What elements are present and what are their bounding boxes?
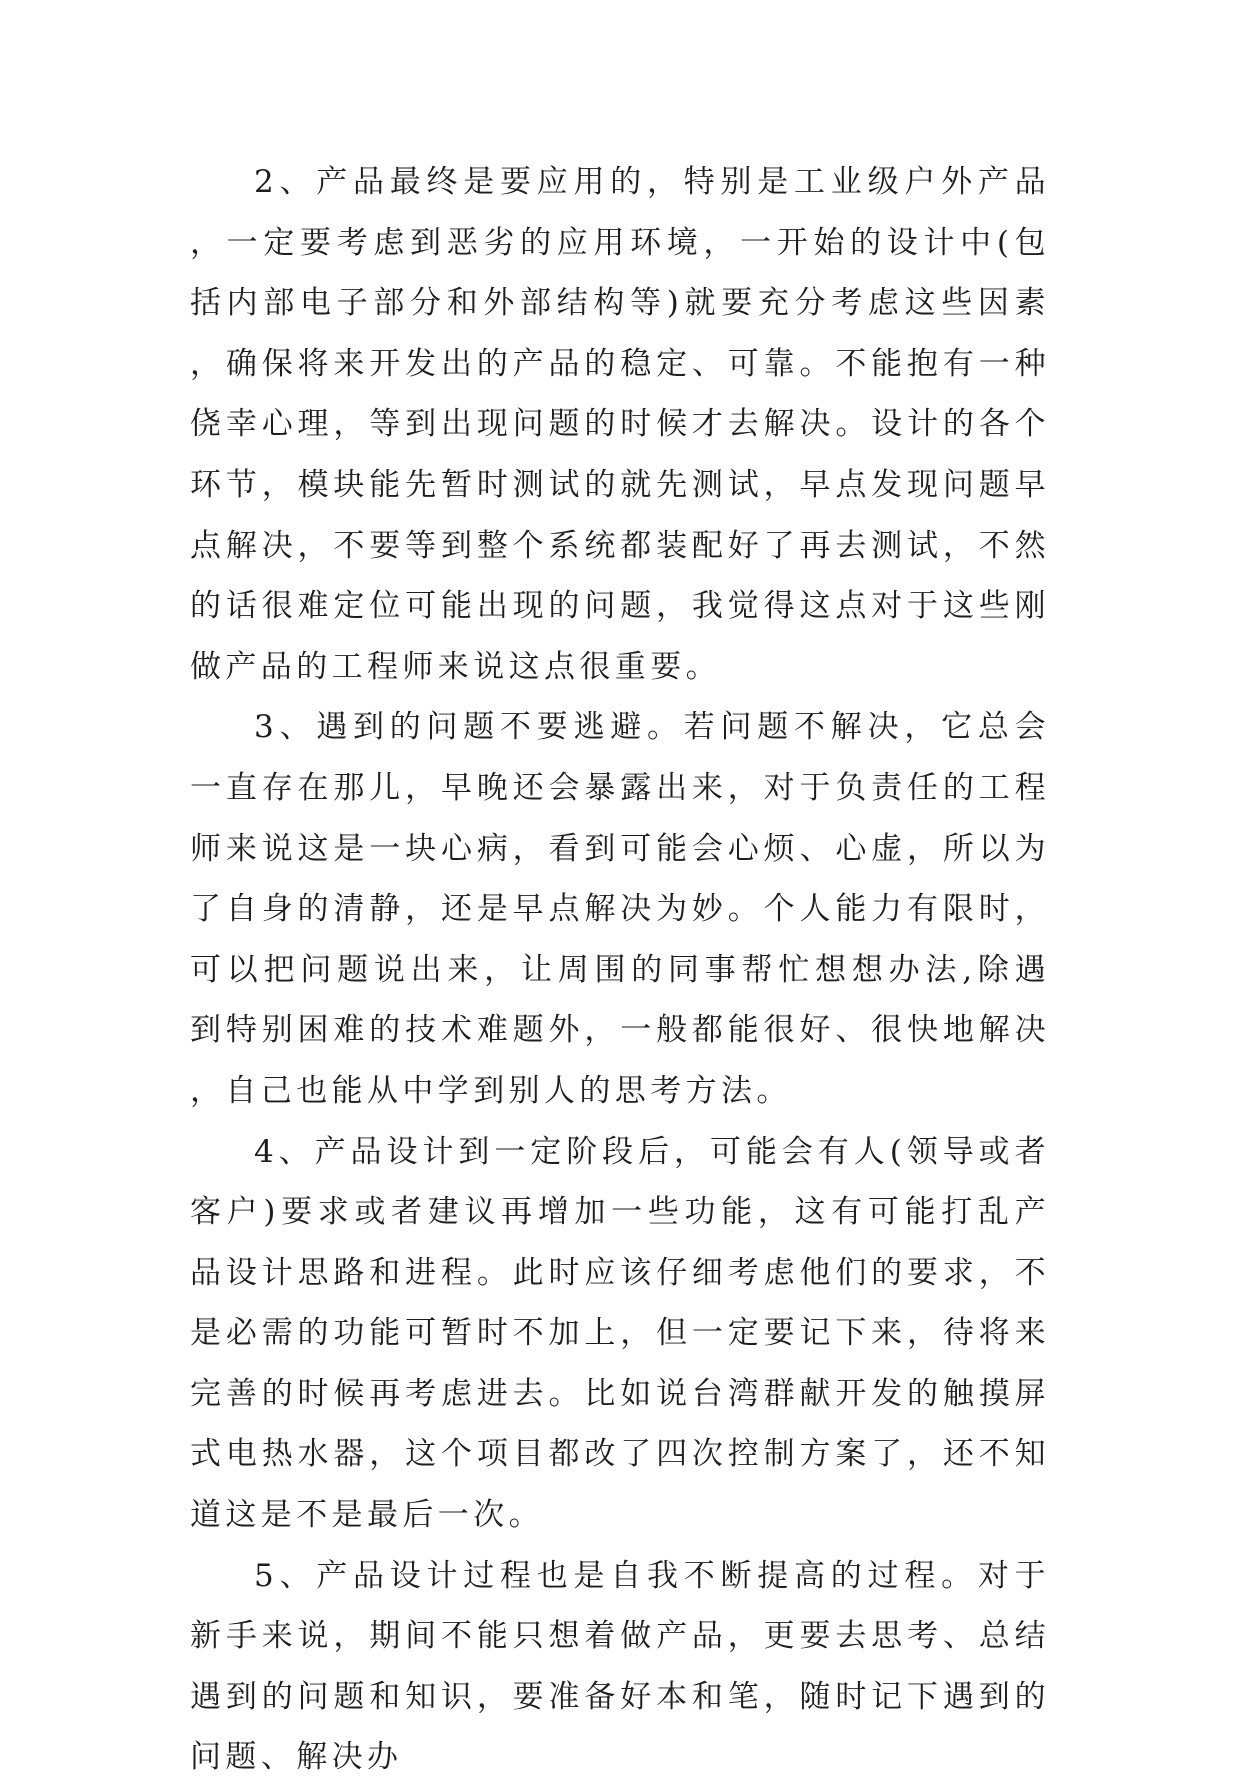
paragraph-5: 5、产品设计过程也是自我不断提高的过程。对于新手来说，期间不能只想着做产品，更要去思考、总结遇到的问题和知识，要准备好本和笔，随时记下遇到的问题、解决办	[190, 1557, 1050, 1776]
paragraph-2: 2、产品最终是要应用的，特别是工业级户外产品，一定要考虑到恶劣的应用环境，一开始的设计中(包括内部电子部分和外部结构等)就要充分考虑这些因素，确保将来开发出的产品的稳定、可靠。不能抱有一种侥幸心理，等到出现问题的时候才去解决。设计的各个环节，模块能先暂时测试的就先测试，早点发现问题早点解决，不要等到整个系统都装配好了再去测试，不然的话很难定位可能出现的问题，我觉得这点对于这些刚做产品的工程师来说这点很重要。	[190, 164, 1050, 685]
paragraph-3: 3、遇到的问题不要逃避。若问题不解决，它总会一直存在那儿，早晚还会暴露出来，对于负责任的工程师来说这是一块心病，看到可能会心烦、心虚，所以为了自身的清静，还是早点解决为妙。个人能力有限时，可以把问题说出来，让周围的同事帮忙想想办法,除遇到特别困难的技术难题外，一般都能很好、很快地解决，自己也能从中学到别人的思考方法。	[190, 709, 1050, 1109]
paragraph-4: 4、产品设计到一定阶段后，可能会有人(领导或者客户)要求或者建议再增加一些功能，这有可能打乱产品设计思路和进程。此时应该仔细考虑他们的要求，不是必需的功能可暂时不加上，但一定要记下来，待将来完善的时候再考虑进去。比如说台湾群献开发的触摸屏式电热水器，这个项目都改了四次控制方案了，还不知道这是不是最后一次。	[190, 1133, 1050, 1534]
document-body	[190, 152, 1050, 1788]
